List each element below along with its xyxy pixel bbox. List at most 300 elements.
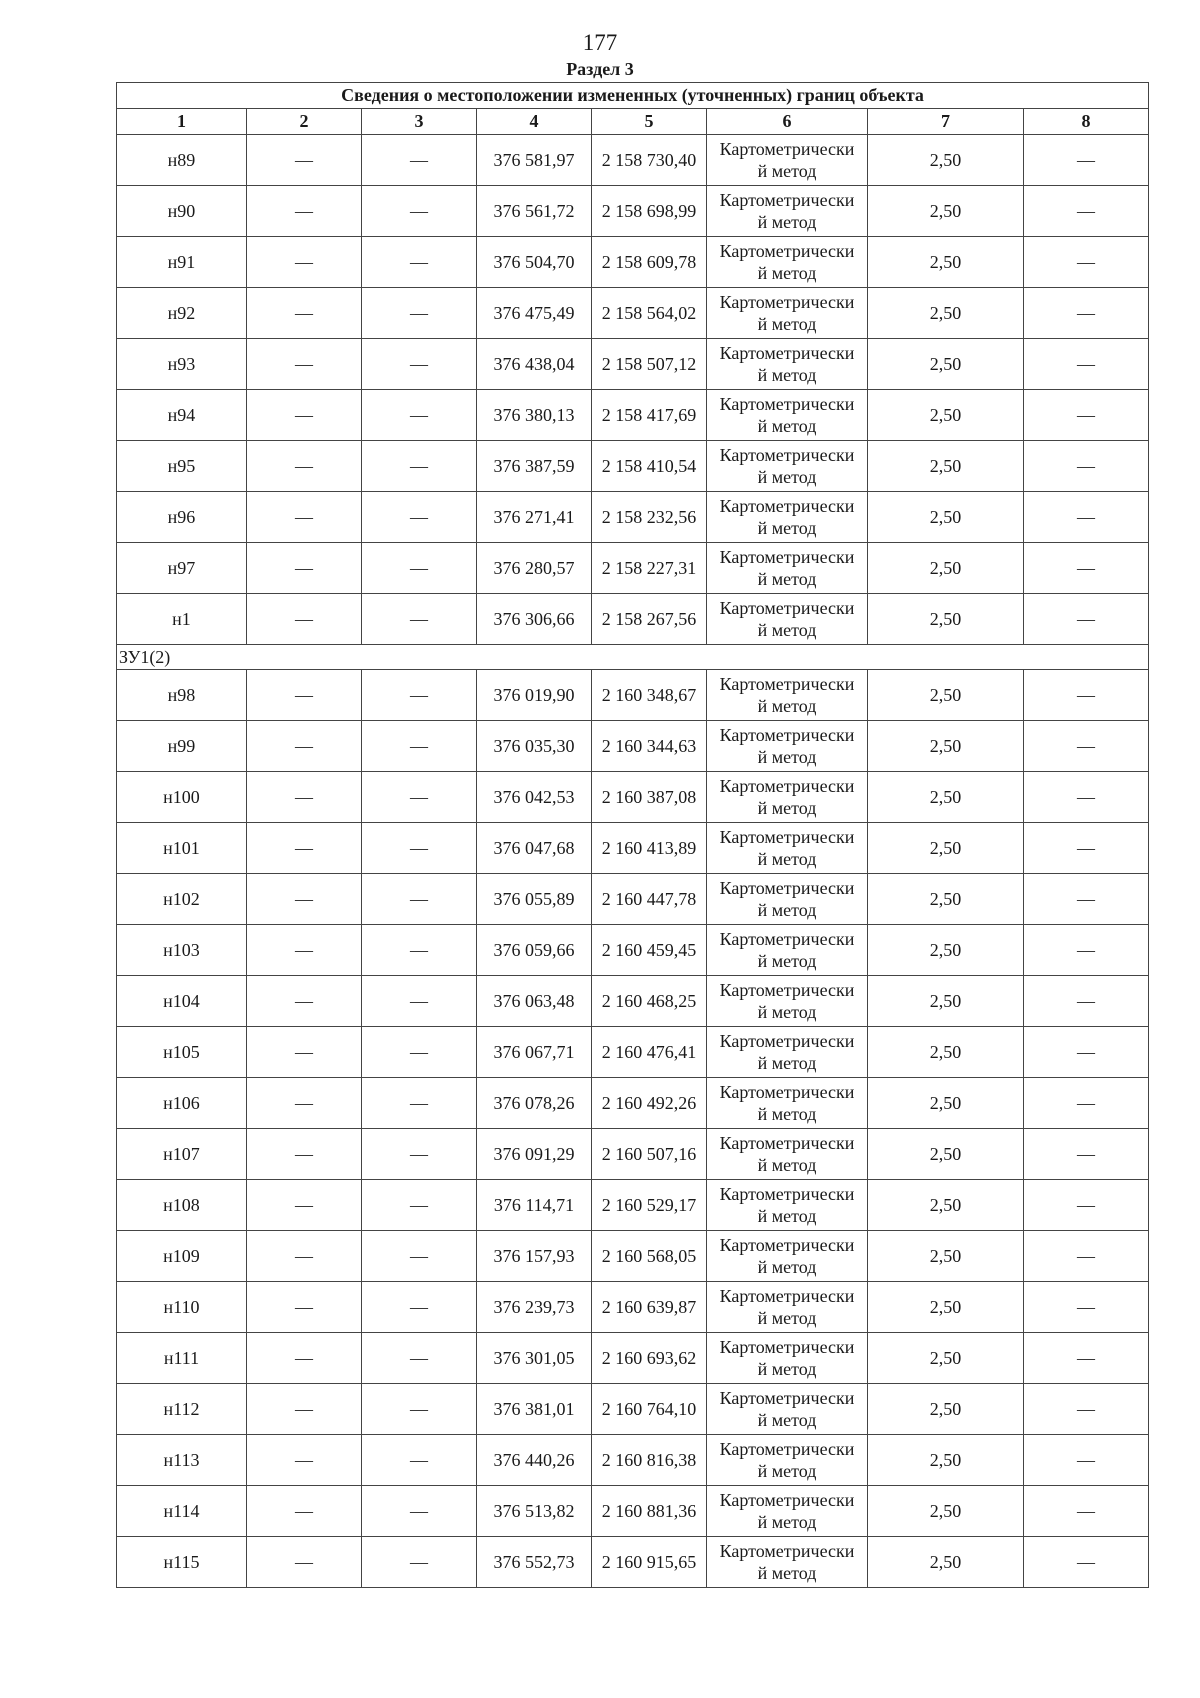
coordinates-table bbox=[116, 82, 1149, 1588]
point-name-cell: н89 bbox=[117, 135, 247, 186]
method-cell bbox=[707, 594, 868, 645]
y-coordinate-cell: 2 158 609,78 bbox=[592, 237, 707, 288]
precision-cell: 2,50 bbox=[868, 1384, 1024, 1435]
method-cell bbox=[707, 288, 868, 339]
column-2-cell: — bbox=[247, 823, 362, 874]
precision-cell: 2,50 bbox=[868, 1435, 1024, 1486]
table-row bbox=[117, 1282, 1149, 1333]
table-row bbox=[117, 543, 1149, 594]
table-row bbox=[117, 925, 1149, 976]
table-row bbox=[117, 288, 1149, 339]
y-coordinate-cell: 2 160 387,08 bbox=[592, 772, 707, 823]
x-coordinate-cell: 376 475,49 bbox=[477, 288, 592, 339]
column-3-cell: — bbox=[362, 186, 477, 237]
method-text-line1: Картометрически bbox=[719, 674, 855, 694]
column-8-cell: — bbox=[1024, 772, 1149, 823]
method-cell bbox=[707, 441, 868, 492]
precision-cell: 2,50 bbox=[868, 1231, 1024, 1282]
column-3-cell: — bbox=[362, 288, 477, 339]
method-text-line1: Картометрически bbox=[719, 598, 855, 618]
y-coordinate-cell: 2 158 232,56 bbox=[592, 492, 707, 543]
method-text-line2: й метод bbox=[757, 620, 817, 640]
table-title-row bbox=[117, 83, 1149, 109]
method-text-line2: й метод bbox=[757, 747, 817, 767]
method-text-line1: Картометрически bbox=[719, 190, 855, 210]
column-2-cell: — bbox=[247, 543, 362, 594]
y-coordinate-cell: 2 158 417,69 bbox=[592, 390, 707, 441]
column-8-cell: — bbox=[1024, 492, 1149, 543]
table-row bbox=[117, 1129, 1149, 1180]
column-3-cell: — bbox=[362, 594, 477, 645]
column-3-cell: — bbox=[362, 772, 477, 823]
method-text-line2: й метод bbox=[757, 849, 817, 869]
column-3-cell: — bbox=[362, 339, 477, 390]
method-text-line2: й метод bbox=[757, 1104, 817, 1124]
method-text-line2: й метод bbox=[757, 696, 817, 716]
y-coordinate-cell: 2 160 492,26 bbox=[592, 1078, 707, 1129]
precision-cell: 2,50 bbox=[868, 823, 1024, 874]
method-text-line2: й метод bbox=[757, 1206, 817, 1226]
x-coordinate-cell: 376 047,68 bbox=[477, 823, 592, 874]
column-2-cell: — bbox=[247, 1078, 362, 1129]
column-8-cell: — bbox=[1024, 1333, 1149, 1384]
point-name-cell: н97 bbox=[117, 543, 247, 594]
column-8-cell: — bbox=[1024, 1129, 1149, 1180]
y-coordinate-cell: 2 158 730,40 bbox=[592, 135, 707, 186]
column-2-cell: — bbox=[247, 1333, 362, 1384]
x-coordinate-cell: 376 067,71 bbox=[477, 1027, 592, 1078]
y-coordinate-cell: 2 160 693,62 bbox=[592, 1333, 707, 1384]
column-8-cell: — bbox=[1024, 390, 1149, 441]
column-2-cell: — bbox=[247, 1435, 362, 1486]
precision-cell: 2,50 bbox=[868, 1333, 1024, 1384]
method-text-line1: Картометрически bbox=[719, 445, 855, 465]
method-text-line2: й метод bbox=[757, 212, 817, 232]
column-8-cell: — bbox=[1024, 874, 1149, 925]
method-cell bbox=[707, 721, 868, 772]
group-row bbox=[117, 645, 1149, 670]
precision-cell: 2,50 bbox=[868, 186, 1024, 237]
point-name-cell: н105 bbox=[117, 1027, 247, 1078]
y-coordinate-cell: 2 160 476,41 bbox=[592, 1027, 707, 1078]
method-cell bbox=[707, 1282, 868, 1333]
y-coordinate-cell: 2 160 348,67 bbox=[592, 670, 707, 721]
point-name-cell: н102 bbox=[117, 874, 247, 925]
y-coordinate-cell: 2 160 764,10 bbox=[592, 1384, 707, 1435]
x-coordinate-cell: 376 306,66 bbox=[477, 594, 592, 645]
point-name-cell: н109 bbox=[117, 1231, 247, 1282]
method-text-line2: й метод bbox=[757, 1563, 817, 1583]
column-3-cell: — bbox=[362, 1537, 477, 1588]
point-name-cell: н103 bbox=[117, 925, 247, 976]
precision-cell: 2,50 bbox=[868, 1129, 1024, 1180]
point-name-cell: н112 bbox=[117, 1384, 247, 1435]
column-2-cell: — bbox=[247, 874, 362, 925]
method-text-line2: й метод bbox=[757, 263, 817, 283]
column-8-cell: — bbox=[1024, 543, 1149, 594]
column-8-cell: — bbox=[1024, 721, 1149, 772]
column-2-cell: — bbox=[247, 492, 362, 543]
method-text-line2: й метод bbox=[757, 900, 817, 920]
method-cell bbox=[707, 1027, 868, 1078]
precision-cell: 2,50 bbox=[868, 135, 1024, 186]
column-8-cell: — bbox=[1024, 1027, 1149, 1078]
x-coordinate-cell: 376 271,41 bbox=[477, 492, 592, 543]
column-number: 3 bbox=[362, 109, 477, 135]
precision-cell: 2,50 bbox=[868, 670, 1024, 721]
point-name-cell: н96 bbox=[117, 492, 247, 543]
point-name-cell: н101 bbox=[117, 823, 247, 874]
point-name-cell: н98 bbox=[117, 670, 247, 721]
column-3-cell: — bbox=[362, 1078, 477, 1129]
method-text-line2: й метод bbox=[757, 416, 817, 436]
method-cell bbox=[707, 1180, 868, 1231]
column-2-cell: — bbox=[247, 1537, 362, 1588]
column-8-cell: — bbox=[1024, 441, 1149, 492]
column-2-cell: — bbox=[247, 594, 362, 645]
table-row bbox=[117, 237, 1149, 288]
column-number: 4 bbox=[477, 109, 592, 135]
method-text-line2: й метод bbox=[757, 467, 817, 487]
column-2-cell: — bbox=[247, 1027, 362, 1078]
column-number: 7 bbox=[868, 109, 1024, 135]
table-row bbox=[117, 1078, 1149, 1129]
method-cell bbox=[707, 1384, 868, 1435]
method-cell bbox=[707, 1231, 868, 1282]
method-text-line2: й метод bbox=[757, 951, 817, 971]
column-3-cell: — bbox=[362, 390, 477, 441]
precision-cell: 2,50 bbox=[868, 543, 1024, 594]
method-text-line2: й метод bbox=[757, 314, 817, 334]
precision-cell: 2,50 bbox=[868, 492, 1024, 543]
x-coordinate-cell: 376 504,70 bbox=[477, 237, 592, 288]
method-text-line2: й метод bbox=[757, 1308, 817, 1328]
precision-cell: 2,50 bbox=[868, 1486, 1024, 1537]
column-2-cell: — bbox=[247, 925, 362, 976]
column-3-cell: — bbox=[362, 492, 477, 543]
method-cell bbox=[707, 772, 868, 823]
y-coordinate-cell: 2 160 507,16 bbox=[592, 1129, 707, 1180]
method-text-line1: Картометрически bbox=[719, 1337, 855, 1357]
y-coordinate-cell: 2 158 507,12 bbox=[592, 339, 707, 390]
method-cell bbox=[707, 1078, 868, 1129]
table-row bbox=[117, 874, 1149, 925]
y-coordinate-cell: 2 160 881,36 bbox=[592, 1486, 707, 1537]
column-2-cell: — bbox=[247, 1231, 362, 1282]
method-cell bbox=[707, 492, 868, 543]
method-text-line2: й метод bbox=[757, 518, 817, 538]
column-3-cell: — bbox=[362, 721, 477, 772]
column-3-cell: — bbox=[362, 1027, 477, 1078]
column-number: 8 bbox=[1024, 109, 1149, 135]
method-text-line1: Картометрически bbox=[719, 1133, 855, 1153]
method-text-line2: й метод bbox=[757, 569, 817, 589]
y-coordinate-cell: 2 158 410,54 bbox=[592, 441, 707, 492]
precision-cell: 2,50 bbox=[868, 874, 1024, 925]
method-text-line2: й метод bbox=[757, 1155, 817, 1175]
column-8-cell: — bbox=[1024, 823, 1149, 874]
method-text-line1: Картометрически bbox=[719, 878, 855, 898]
column-3-cell: — bbox=[362, 1435, 477, 1486]
precision-cell: 2,50 bbox=[868, 925, 1024, 976]
column-8-cell: — bbox=[1024, 135, 1149, 186]
method-cell bbox=[707, 670, 868, 721]
method-text-line1: Картометрически bbox=[719, 343, 855, 363]
method-text-line2: й метод bbox=[757, 1257, 817, 1277]
method-text-line1: Картометрически bbox=[719, 1184, 855, 1204]
page-number: 177 bbox=[582, 30, 618, 55]
table-row bbox=[117, 1231, 1149, 1282]
y-coordinate-cell: 2 160 468,25 bbox=[592, 976, 707, 1027]
point-name-cell: н100 bbox=[117, 772, 247, 823]
method-cell bbox=[707, 1537, 868, 1588]
column-8-cell: — bbox=[1024, 186, 1149, 237]
x-coordinate-cell: 376 581,97 bbox=[477, 135, 592, 186]
method-text-line1: Картометрически bbox=[719, 776, 855, 796]
method-cell bbox=[707, 1333, 868, 1384]
precision-cell: 2,50 bbox=[868, 1027, 1024, 1078]
column-3-cell: — bbox=[362, 237, 477, 288]
precision-cell: 2,50 bbox=[868, 237, 1024, 288]
point-name-cell: н104 bbox=[117, 976, 247, 1027]
table-row bbox=[117, 772, 1149, 823]
column-3-cell: — bbox=[362, 1384, 477, 1435]
column-2-cell: — bbox=[247, 1384, 362, 1435]
method-text-line2: й метод bbox=[757, 1002, 817, 1022]
method-text-line1: Картометрически bbox=[719, 827, 855, 847]
section-title: Раздел 3 bbox=[566, 59, 634, 79]
method-text-line1: Картометрически bbox=[719, 496, 855, 516]
point-name-cell: н107 bbox=[117, 1129, 247, 1180]
table-row bbox=[117, 1333, 1149, 1384]
x-coordinate-cell: 376 381,01 bbox=[477, 1384, 592, 1435]
method-cell bbox=[707, 1486, 868, 1537]
column-8-cell: — bbox=[1024, 670, 1149, 721]
precision-cell: 2,50 bbox=[868, 1078, 1024, 1129]
x-coordinate-cell: 376 055,89 bbox=[477, 874, 592, 925]
y-coordinate-cell: 2 160 447,78 bbox=[592, 874, 707, 925]
column-3-cell: — bbox=[362, 670, 477, 721]
x-coordinate-cell: 376 042,53 bbox=[477, 772, 592, 823]
method-text-line1: Картометрически bbox=[719, 1235, 855, 1255]
column-8-cell: — bbox=[1024, 925, 1149, 976]
table-title: Сведения о местоположении измененных (уточненных) границ объекта bbox=[117, 83, 1149, 109]
x-coordinate-cell: 376 035,30 bbox=[477, 721, 592, 772]
column-2-cell: — bbox=[247, 976, 362, 1027]
y-coordinate-cell: 2 160 568,05 bbox=[592, 1231, 707, 1282]
x-coordinate-cell: 376 078,26 bbox=[477, 1078, 592, 1129]
table-row bbox=[117, 594, 1149, 645]
column-2-cell: — bbox=[247, 288, 362, 339]
method-cell bbox=[707, 390, 868, 441]
point-name-cell: н93 bbox=[117, 339, 247, 390]
y-coordinate-cell: 2 158 698,99 bbox=[592, 186, 707, 237]
column-8-cell: — bbox=[1024, 288, 1149, 339]
column-8-cell: — bbox=[1024, 594, 1149, 645]
table-row bbox=[117, 1486, 1149, 1537]
method-cell bbox=[707, 1129, 868, 1180]
column-3-cell: — bbox=[362, 1282, 477, 1333]
column-number: 1 bbox=[117, 109, 247, 135]
precision-cell: 2,50 bbox=[868, 390, 1024, 441]
column-2-cell: — bbox=[247, 1129, 362, 1180]
point-name-cell: н114 bbox=[117, 1486, 247, 1537]
x-coordinate-cell: 376 513,82 bbox=[477, 1486, 592, 1537]
column-number: 6 bbox=[707, 109, 868, 135]
x-coordinate-cell: 376 380,13 bbox=[477, 390, 592, 441]
table-row bbox=[117, 721, 1149, 772]
method-text-line1: Картометрически bbox=[719, 1439, 855, 1459]
precision-cell: 2,50 bbox=[868, 1282, 1024, 1333]
x-coordinate-cell: 376 552,73 bbox=[477, 1537, 592, 1588]
y-coordinate-cell: 2 160 459,45 bbox=[592, 925, 707, 976]
x-coordinate-cell: 376 091,29 bbox=[477, 1129, 592, 1180]
precision-cell: 2,50 bbox=[868, 594, 1024, 645]
table-row bbox=[117, 135, 1149, 186]
method-text-line2: й метод bbox=[757, 161, 817, 181]
method-text-line1: Картометрически bbox=[719, 929, 855, 949]
x-coordinate-cell: 376 438,04 bbox=[477, 339, 592, 390]
column-2-cell: — bbox=[247, 670, 362, 721]
precision-cell: 2,50 bbox=[868, 1180, 1024, 1231]
point-name-cell: н90 bbox=[117, 186, 247, 237]
point-name-cell: н1 bbox=[117, 594, 247, 645]
table-row bbox=[117, 823, 1149, 874]
column-8-cell: — bbox=[1024, 339, 1149, 390]
column-2-cell: — bbox=[247, 1486, 362, 1537]
column-8-cell: — bbox=[1024, 1486, 1149, 1537]
column-3-cell: — bbox=[362, 925, 477, 976]
column-3-cell: — bbox=[362, 543, 477, 594]
method-text-line1: Картометрически bbox=[719, 1031, 855, 1051]
column-3-cell: — bbox=[362, 823, 477, 874]
y-coordinate-cell: 2 160 816,38 bbox=[592, 1435, 707, 1486]
method-cell bbox=[707, 874, 868, 925]
column-2-cell: — bbox=[247, 186, 362, 237]
column-8-cell: — bbox=[1024, 976, 1149, 1027]
method-cell bbox=[707, 135, 868, 186]
method-text-line2: й метод bbox=[757, 1359, 817, 1379]
method-cell bbox=[707, 543, 868, 594]
method-text-line1: Картометрически bbox=[719, 241, 855, 261]
column-8-cell: — bbox=[1024, 1078, 1149, 1129]
x-coordinate-cell: 376 239,73 bbox=[477, 1282, 592, 1333]
column-2-cell: — bbox=[247, 1282, 362, 1333]
group-label: ЗУ1(2) bbox=[117, 645, 1149, 670]
column-8-cell: — bbox=[1024, 1384, 1149, 1435]
column-2-cell: — bbox=[247, 135, 362, 186]
precision-cell: 2,50 bbox=[868, 976, 1024, 1027]
x-coordinate-cell: 376 063,48 bbox=[477, 976, 592, 1027]
precision-cell: 2,50 bbox=[868, 1537, 1024, 1588]
table-row bbox=[117, 1384, 1149, 1435]
table-row bbox=[117, 1537, 1149, 1588]
method-text-line1: Картометрически bbox=[719, 1388, 855, 1408]
y-coordinate-cell: 2 160 639,87 bbox=[592, 1282, 707, 1333]
table-row bbox=[117, 1027, 1149, 1078]
column-8-cell: — bbox=[1024, 1282, 1149, 1333]
column-8-cell: — bbox=[1024, 1537, 1149, 1588]
column-8-cell: — bbox=[1024, 237, 1149, 288]
method-text-line2: й метод bbox=[757, 798, 817, 818]
column-2-cell: — bbox=[247, 721, 362, 772]
precision-cell: 2,50 bbox=[868, 721, 1024, 772]
table-row bbox=[117, 339, 1149, 390]
table-row bbox=[117, 976, 1149, 1027]
column-3-cell: — bbox=[362, 1333, 477, 1384]
y-coordinate-cell: 2 160 529,17 bbox=[592, 1180, 707, 1231]
column-number: 5 bbox=[592, 109, 707, 135]
precision-cell: 2,50 bbox=[868, 772, 1024, 823]
x-coordinate-cell: 376 059,66 bbox=[477, 925, 592, 976]
method-text-line1: Картометрически bbox=[719, 547, 855, 567]
method-text-line2: й метод bbox=[757, 1512, 817, 1532]
method-text-line2: й метод bbox=[757, 1410, 817, 1430]
method-text-line1: Картометрически bbox=[719, 292, 855, 312]
precision-cell: 2,50 bbox=[868, 288, 1024, 339]
column-8-cell: — bbox=[1024, 1180, 1149, 1231]
column-2-cell: — bbox=[247, 237, 362, 288]
point-name-cell: н92 bbox=[117, 288, 247, 339]
x-coordinate-cell: 376 114,71 bbox=[477, 1180, 592, 1231]
method-text-line1: Картометрически bbox=[719, 1490, 855, 1510]
column-3-cell: — bbox=[362, 135, 477, 186]
y-coordinate-cell: 2 158 564,02 bbox=[592, 288, 707, 339]
column-3-cell: — bbox=[362, 976, 477, 1027]
column-2-cell: — bbox=[247, 1180, 362, 1231]
x-coordinate-cell: 376 301,05 bbox=[477, 1333, 592, 1384]
method-cell bbox=[707, 976, 868, 1027]
point-name-cell: н106 bbox=[117, 1078, 247, 1129]
x-coordinate-cell: 376 440,26 bbox=[477, 1435, 592, 1486]
method-text-line1: Картометрически bbox=[719, 139, 855, 159]
column-3-cell: — bbox=[362, 1180, 477, 1231]
point-name-cell: н95 bbox=[117, 441, 247, 492]
method-text-line1: Картометрически bbox=[719, 1082, 855, 1102]
y-coordinate-cell: 2 160 344,63 bbox=[592, 721, 707, 772]
column-2-cell: — bbox=[247, 339, 362, 390]
table-row bbox=[117, 390, 1149, 441]
column-8-cell: — bbox=[1024, 1435, 1149, 1486]
method-text-line1: Картометрически bbox=[719, 725, 855, 745]
x-coordinate-cell: 376 561,72 bbox=[477, 186, 592, 237]
method-cell bbox=[707, 339, 868, 390]
table-row bbox=[117, 186, 1149, 237]
table-row bbox=[117, 492, 1149, 543]
column-3-cell: — bbox=[362, 1231, 477, 1282]
table-row bbox=[117, 441, 1149, 492]
method-text-line2: й метод bbox=[757, 365, 817, 385]
column-number: 2 bbox=[247, 109, 362, 135]
x-coordinate-cell: 376 019,90 bbox=[477, 670, 592, 721]
method-cell bbox=[707, 237, 868, 288]
column-3-cell: — bbox=[362, 441, 477, 492]
column-3-cell: — bbox=[362, 874, 477, 925]
point-name-cell: н115 bbox=[117, 1537, 247, 1588]
y-coordinate-cell: 2 160 915,65 bbox=[592, 1537, 707, 1588]
column-3-cell: — bbox=[362, 1129, 477, 1180]
column-2-cell: — bbox=[247, 390, 362, 441]
table-row bbox=[117, 670, 1149, 721]
method-cell bbox=[707, 186, 868, 237]
method-text-line1: Картометрически bbox=[719, 1286, 855, 1306]
column-number-row bbox=[117, 109, 1149, 135]
x-coordinate-cell: 376 280,57 bbox=[477, 543, 592, 594]
precision-cell: 2,50 bbox=[868, 441, 1024, 492]
point-name-cell: н108 bbox=[117, 1180, 247, 1231]
y-coordinate-cell: 2 158 267,56 bbox=[592, 594, 707, 645]
method-text-line2: й метод bbox=[757, 1053, 817, 1073]
